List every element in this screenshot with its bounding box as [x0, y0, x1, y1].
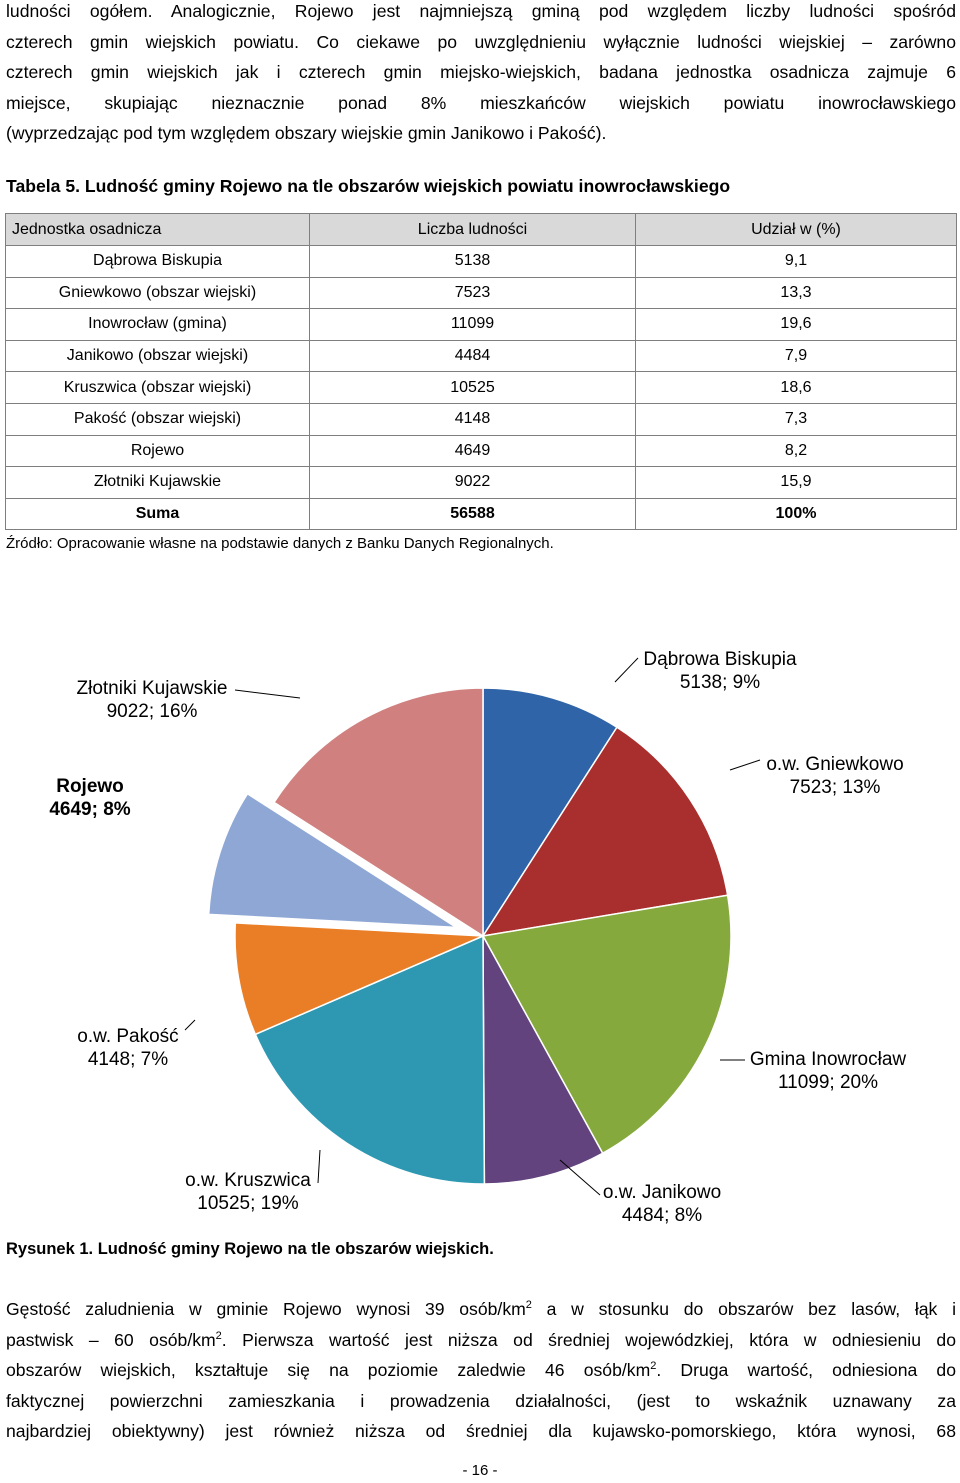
table-body: [6, 246, 957, 530]
page-number: - 16 -: [462, 1462, 498, 1479]
cell-unit: Rojewo: [6, 435, 310, 467]
density-text: pastwisk – 60 osób/km: [6, 1329, 216, 1350]
cell-population: 4649: [310, 435, 636, 467]
slice-name-label: o.w. Janikowo: [602, 1182, 722, 1203]
intro-line: czterech gmin wiejskich jak i czterech gmin miejsko-wiejskich, badana jednostka osadnicza zajmuje 6: [6, 62, 956, 83]
table-row: [6, 403, 957, 435]
cell-population: 7523: [310, 277, 636, 309]
cell-share: 8,2: [636, 435, 957, 467]
slice-value-label: 4649; 8%: [49, 799, 131, 820]
header-population: Liczba ludności: [310, 214, 636, 246]
slice-name-label: Rojewo: [56, 776, 124, 797]
intro-line: czterech gmin wiejskich powiatu. Co ciekawe po uwzględnieniu wyłącznie ludności wiejskiej – zarówno: [6, 31, 956, 52]
cell-share: 7,9: [636, 340, 957, 372]
slice-value-label: 5138; 9%: [679, 672, 761, 693]
cell-population: 11099: [310, 309, 636, 341]
density-line: [6, 1294, 956, 1325]
table-sum-row: [6, 498, 957, 530]
density-line: [6, 1325, 956, 1356]
cell-unit: Janikowo (obszar wiejski): [6, 340, 310, 372]
slice-name-label: o.w. Pakość: [77, 1026, 179, 1047]
slice-value-label: 10525; 19%: [197, 1193, 299, 1214]
cell-population: 4148: [310, 403, 636, 435]
table-header-row: [6, 214, 957, 246]
leader-line: [560, 1160, 600, 1195]
density-text: . Pierwsza wartość jest niższa od średniej wojewódzkiej, która w odniesieniu do: [221, 1329, 956, 1350]
cell-population: 5138: [310, 246, 636, 278]
superscript: 2: [215, 1329, 222, 1342]
table-source: Źródło: Opracowanie własne na podstawie danych z Banku Danych Regionalnych.: [6, 535, 554, 552]
slice-value-label: 7523; 13%: [789, 777, 881, 798]
leader-line: [730, 760, 760, 770]
cell-unit: Złotniki Kujawskie: [6, 467, 310, 499]
cell-unit: Inowrocław (gmina): [6, 309, 310, 341]
cell-population: 10525: [310, 372, 636, 404]
table-row: [6, 372, 957, 404]
leader-line: [615, 658, 638, 682]
cell-share: 19,6: [636, 309, 957, 341]
table-row: [6, 277, 957, 309]
pie-chart-figure: [0, 630, 960, 1240]
header-share: Udział w (%): [636, 214, 957, 246]
superscript: 2: [650, 1360, 657, 1373]
slice-value-label: 9022; 16%: [106, 701, 198, 722]
density-paragraph: [6, 1294, 956, 1447]
intro-line: ludności ogółem. Analogicznie, Rojewo jest najmniejszą gminą pod względem liczby ludności spośród: [6, 1, 956, 21]
intro-paragraph: [6, 0, 956, 149]
cell-unit: Kruszwica (obszar wiejski): [6, 372, 310, 404]
cell-share: 7,3: [636, 403, 957, 435]
slice-value-label: 4148; 7%: [87, 1049, 169, 1070]
density-line: najbardziej obiektywny) jest również niższa od średniej dla kujawsko-pomorskiego, która wynosi, 68: [6, 1421, 956, 1442]
density-line: faktycznej powierzchni zamieszkania i prowadzenia działalności, (jest to wskaźnik uznawany za: [6, 1390, 956, 1411]
cell-share: 18,6: [636, 372, 957, 404]
population-table: [5, 213, 957, 530]
cell-unit: Suma: [6, 498, 310, 530]
cell-share: 100%: [636, 498, 957, 530]
density-text: a w stosunku do obszarów bez lasów, łąk i: [531, 1299, 956, 1319]
slice-value-label: 4484; 8%: [621, 1205, 703, 1226]
header-unit: Jednostka osadnicza: [6, 214, 310, 246]
density-line: [6, 1355, 956, 1386]
cell-unit: Dąbrowa Biskupia: [6, 246, 310, 278]
density-text: obszarów wiejskich, kształtuje się na poziomie zaledwie 46 osób/km: [6, 1360, 651, 1381]
cell-population: 9022: [310, 467, 636, 499]
cell-unit: Gniewkowo (obszar wiejski): [6, 277, 310, 309]
table-row: [6, 435, 957, 467]
slice-name-label: Gmina Inowrocław: [749, 1049, 907, 1070]
pie-chart: [0, 630, 960, 1240]
density-text: . Druga wartość, odniesiona do: [656, 1360, 957, 1381]
cell-population: 56588: [310, 498, 636, 530]
superscript: 2: [525, 1299, 532, 1311]
table-row: [6, 467, 957, 499]
slice-name-label: Złotniki Kujawskie: [76, 678, 228, 699]
cell-share: 13,3: [636, 277, 957, 309]
intro-line: (wyprzedzając pod tym względem obszary wiejskie gmin Janikowo i Pakość).: [6, 123, 607, 144]
leader-line: [235, 690, 300, 698]
density-text: Gęstość zaludnienia w gminie Rojewo wynosi 39 osób/km: [6, 1299, 526, 1319]
table-row: [6, 340, 957, 372]
cell-unit: Pakość (obszar wiejski): [6, 403, 310, 435]
leader-line: [318, 1150, 320, 1183]
slice-name-label: o.w. Kruszwica: [185, 1170, 311, 1191]
slice-name-label: Dąbrowa Biskupia: [643, 649, 797, 670]
cell-share: 9,1: [636, 246, 957, 278]
cell-population: 4484: [310, 340, 636, 372]
table-row: [6, 309, 957, 341]
slice-value-label: 11099; 20%: [777, 1072, 879, 1093]
table-title: Tabela 5. Ludność gminy Rojewo na tle obszarów wiejskich powiatu inowrocławskiego: [6, 176, 731, 196]
cell-share: 15,9: [636, 467, 957, 499]
figure-caption: Rysunek 1. Ludność gminy Rojewo na tle obszarów wiejskich.: [6, 1240, 494, 1258]
leader-line: [185, 1020, 195, 1030]
slice-name-label: o.w. Gniewkowo: [766, 754, 904, 775]
table-row: [6, 246, 957, 278]
intro-line: miejsce, skupiając nieznacznie ponad 8% mieszkańców wiejskich powiatu inowrocławskiego: [6, 92, 956, 113]
